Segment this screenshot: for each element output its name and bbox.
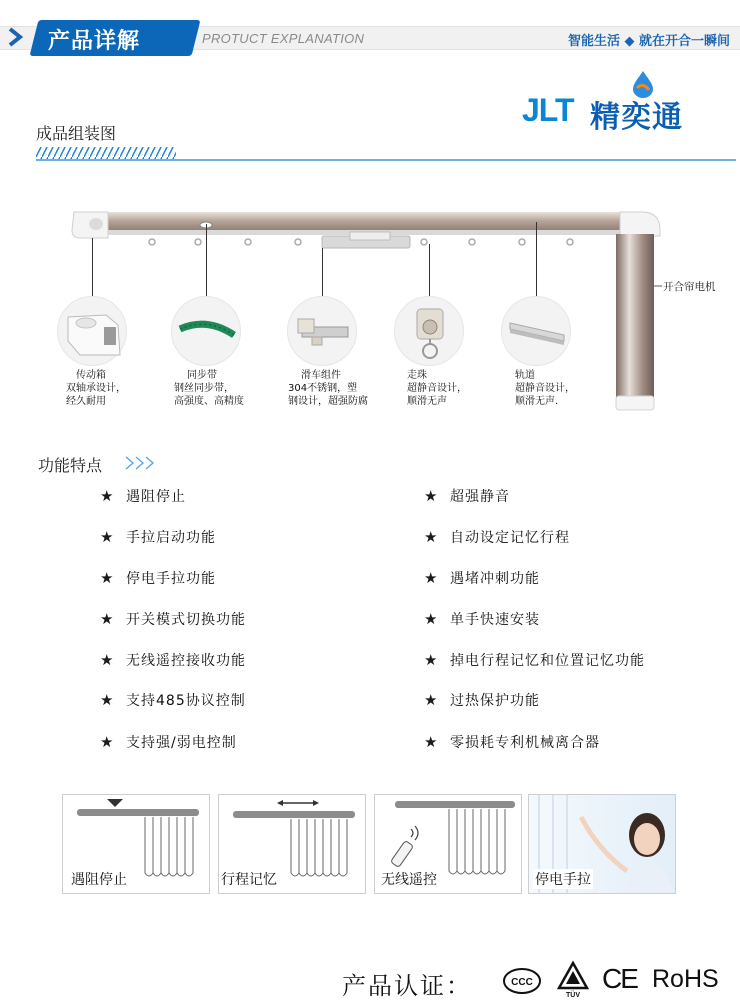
feature-item: ★ 掉电行程记忆和位置记忆功能: [424, 651, 645, 669]
svg-text:TÜV: TÜV: [566, 992, 580, 998]
svg-text:CCC: CCC: [511, 977, 533, 988]
feature-item: ★ 零损耗专利机械离合器: [424, 733, 600, 751]
panel-label: 无线遥控: [379, 869, 439, 889]
panel-label: 行程记忆: [219, 869, 279, 889]
feature-item: ★ 遇堵冲刺功能: [424, 569, 540, 587]
star-icon: ★: [100, 487, 115, 505]
star-icon: ★: [424, 569, 439, 587]
tuv-mark-icon: [556, 960, 590, 998]
component-name: 同步带: [187, 370, 217, 381]
chevron-right-icon: [6, 26, 28, 48]
ccc-mark-icon: [502, 966, 544, 996]
star-icon: ★: [424, 691, 439, 709]
star-icon: ★: [100, 569, 115, 587]
logo-mark: JLT: [522, 92, 574, 128]
star-icon: ★: [100, 733, 115, 751]
feature-item: ★ 过热保护功能: [424, 691, 540, 709]
slogan: 智能生活 ◆ 就在开合一瞬间: [567, 34, 730, 49]
certification-row: [342, 960, 732, 1000]
panel-remote-control: [374, 794, 522, 894]
star-icon: ★: [100, 651, 115, 669]
feature-item: ★ 无线遥控接收功能: [100, 651, 246, 669]
callout-line: [322, 248, 323, 296]
star-icon: ★: [424, 487, 439, 505]
feature-item: ★ 支持485协议控制: [100, 691, 246, 709]
feature-item: ★ 开关模式切换功能: [100, 610, 246, 628]
panel-manual-pull: [528, 794, 676, 894]
star-icon: ★: [424, 651, 439, 669]
gearbox-image: [57, 296, 127, 366]
star-icon: ★: [424, 610, 439, 628]
feature-item: ★ 单手快速安装: [424, 610, 540, 628]
feature-item: ★ 遇阻停止: [100, 487, 186, 505]
callout-line: [429, 244, 430, 296]
carriage-image: [287, 296, 357, 366]
component-desc: 超静音设计， 顺滑无声.: [515, 383, 575, 407]
component-name: 轨道: [515, 370, 535, 381]
star-icon: ★: [100, 528, 115, 546]
component-desc: 钢丝同步带， 高强度、高精度: [174, 383, 244, 407]
section-divider: [36, 145, 736, 163]
component-desc: 双轴承设计， 经久耐用: [66, 383, 126, 407]
panel-travel-memory: [218, 794, 366, 894]
component-name: 滑车组件: [301, 370, 341, 381]
certification-label: 产品认证：: [342, 972, 472, 1000]
roller-image: [394, 296, 464, 366]
panel-label: 停电手拉: [533, 869, 593, 889]
star-icon: ★: [424, 733, 439, 751]
feature-item: ★ 支持强/弱电控制: [100, 733, 237, 751]
panel-obstacle-stop: [62, 794, 210, 894]
assembly-title: 成品组装图: [36, 124, 117, 143]
panel-label: 遇阻停止: [69, 869, 129, 889]
callout-line: [206, 224, 207, 296]
page-subtitle: PROTUCT EXPLANATION: [202, 31, 365, 46]
star-icon: ★: [100, 610, 115, 628]
timing-belt-image: [171, 296, 241, 366]
features-title: 功能特点: [38, 456, 103, 475]
chevron-triple-icon: [124, 455, 164, 471]
component-desc: 304不锈钢，塑 钢设计，超强防腐: [288, 383, 368, 407]
feature-item: ★ 停电手拉功能: [100, 569, 216, 587]
component-name: 传动箱: [76, 370, 106, 381]
rail-image: [501, 296, 571, 366]
component-name: 走珠: [407, 370, 427, 381]
feature-item: ★ 超强静音: [424, 487, 510, 505]
callout-line: [536, 222, 537, 296]
callout-line: [92, 238, 93, 296]
component-desc: 超静音设计， 顺滑无声: [407, 383, 467, 407]
brand-logo: [522, 68, 702, 135]
rohs-mark: RoHS: [652, 965, 719, 993]
page-title: 产品详解: [48, 29, 141, 54]
logo-name: 精奕通: [590, 100, 683, 135]
ce-mark: CE: [602, 963, 637, 994]
feature-item: ★ 手拉启动功能: [100, 528, 216, 546]
star-icon: ★: [100, 691, 115, 709]
feature-item: ★ 自动设定记忆行程: [424, 528, 570, 546]
star-icon: ★: [424, 528, 439, 546]
header-banner: [0, 18, 740, 56]
remote-control-icon: [390, 826, 418, 868]
motor-label: 开合帘电机: [663, 281, 716, 293]
